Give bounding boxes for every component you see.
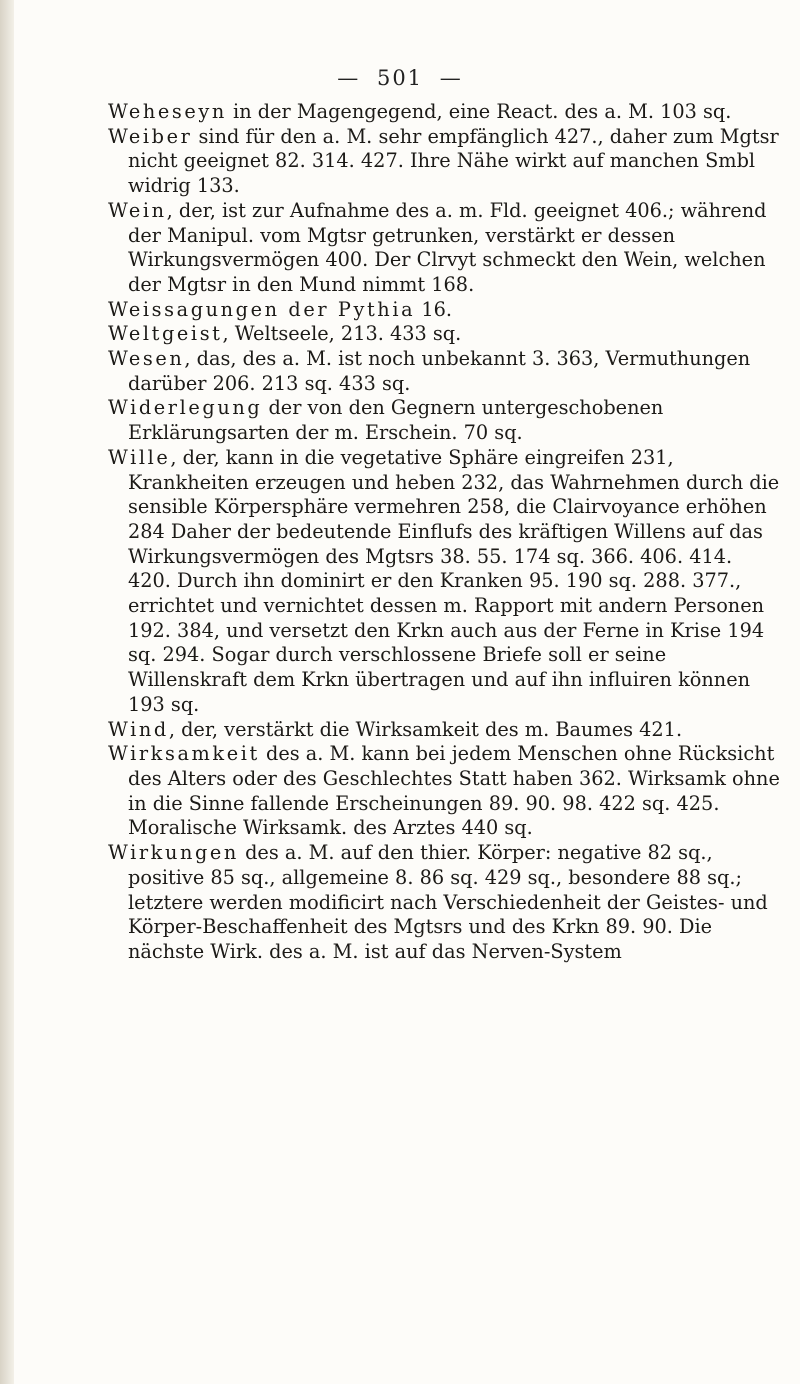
entry-text: , das, des a. M. ist noch unbekannt 3. 363, Vermuthungen darüber 206. 213 sq. 433 sq. [128,347,751,395]
entry-text: , der, verstärkt die Wirksamkeit des m. Baumes 421. [168,717,683,741]
entry-headword: Weltgeist [108,322,223,346]
index-column [108,100,780,965]
entry-headword: Weheseyn [108,100,227,123]
page-edge-shadow [0,0,14,1384]
page-header [0,66,800,90]
index-entry [108,322,780,347]
entry-text: der von den Gegnern untergeschobenen Erklärungsarten der m. Erschein. 70 sq. [128,396,664,445]
header-dash-right: — [439,66,463,90]
entry-text: , Weltseele, 213. 433 sq. [222,322,462,346]
index-entry [108,298,780,323]
entry-headword: Wille [108,445,171,469]
entry-headword: Wirkungen [108,841,239,865]
entry-headword: Wesen [108,347,185,371]
entry-headword: Wind [108,717,169,741]
index-entry [108,841,780,965]
index-entry [108,446,780,718]
index-entry [108,125,780,199]
page-number: 501 [376,66,424,90]
entry-text: , der, kann in die vegetative Sphäre eingreifen 231, Krankheiten erzeugen und heben 232, das Wahrnehmen durch die sensible Körpersphäre vermehren 258, die Clairvoyance erhöhen 284 Daher der bedeutende Einflufs des kräftigen Willens auf das Wirkungsvermögen des Mgtsrs 38. 55. 174 sq. 366. 406. 414. 420. Durch ihn dominirt er den Kranken 95. 190 sq. 288. 377., errichtet und vernichtet dessen m. Rapport mit andern Personen 192. 384, und versetzt den Krkn auch aus der Ferne in Krise 194 sq. 294. Sogar durch verschlossene Briefe soll er seine Willenskraft dem Krkn übertragen und auf ihn influiren können 193 sq. [128,445,780,716]
index-entry [108,199,780,298]
index-entry [108,742,780,841]
index-entry [108,396,780,445]
entry-text: in der Magengegend, eine React. des a. M. 103 sq. [226,100,732,123]
index-entry [108,347,780,396]
entry-headword: Wein [108,198,167,222]
entry-text: des a. M. kann bei jedem Menschen ohne Rücksicht des Alters oder des Geschlechtes Statt haben 362. Wirksamk ohne in die Sinne fallende Erscheinungen 89. 90. 98. 422 sq. 425. Moralische Wirksamk. des Arztes 440 sq. [128,742,780,840]
entry-headword: Wirksamkeit [108,742,260,766]
entry-text: , der, ist zur Aufnahme des a. m. Fld. geeignet 406.; während der Manipul. vom Mgtsr getrunken, verstärkt er dessen Wirkungsvermögen 400. Der Clrvyt schmeckt den Wein, welchen der Mgtsr in den Mund nimmt 168. [128,198,767,296]
header-dash-left: — [337,66,361,90]
entry-headword: Weissagungen der Pythia [108,297,416,321]
index-entry [108,718,780,743]
entry-text: 16. [415,297,452,321]
index-entry [108,100,780,125]
entry-headword: Widerlegung [108,396,263,420]
entry-text: des a. M. auf den thier. Körper: negative 82 sq., positive 85 sq., allgemeine 8. 86 sq. 429 sq., besondere 88 sq.; letztere werden modificirt nach Verschiedenheit der Geistes- und Körper-Beschaffenheit des Mgtsrs und des Krkn 89. 90. Die nächste Wirk. des a. M. ist auf das Nerven-System [128,841,768,963]
entry-text: sind für den a. M. sehr empfänglich 427., daher zum Mgtsr nicht geeignet 82. 314. 427. Ihre Nähe wirkt auf manchen Smbl widrig 133. [128,124,779,198]
entry-headword: Weiber [108,124,193,148]
